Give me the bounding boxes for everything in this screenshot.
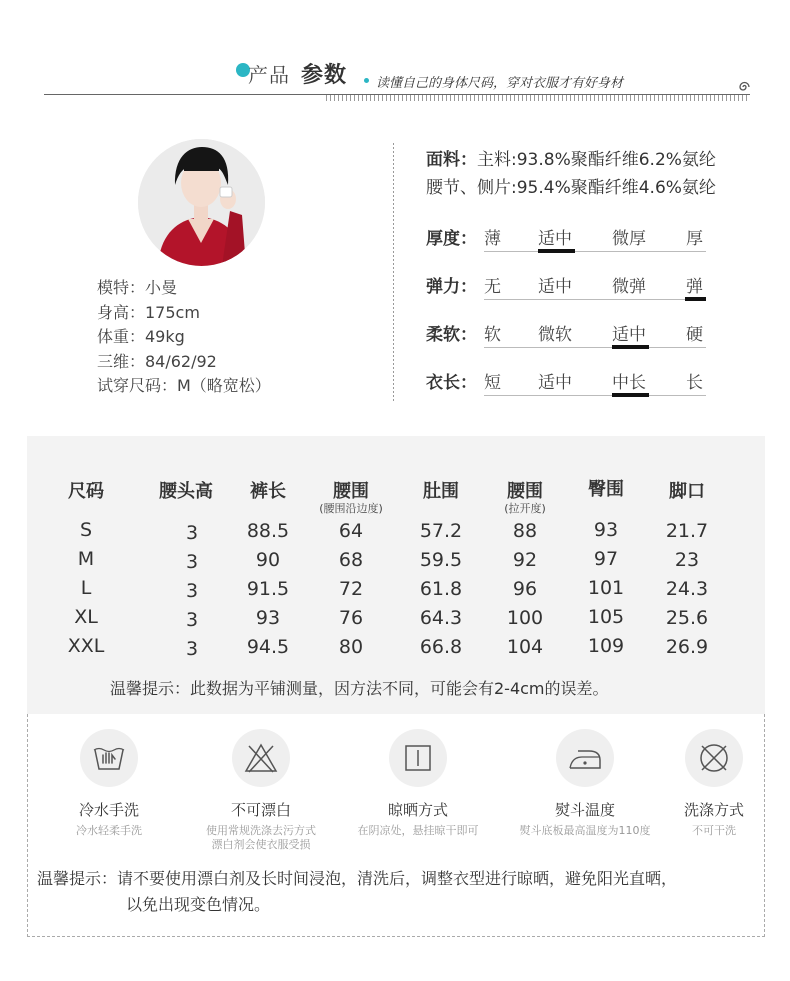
table-cell: 24.3: [665, 578, 709, 600]
fabric-label: 面料：: [426, 150, 477, 170]
table-cell: 64: [338, 520, 364, 542]
table-cell: 94.5: [246, 636, 290, 658]
attr-underline: [484, 251, 706, 252]
table-cell: 57.2: [419, 520, 463, 542]
care-desc: 使用常规洗涤去污方式: [206, 824, 316, 837]
attr-label: 厚度：: [426, 229, 477, 249]
attr-option: 微软: [538, 325, 572, 345]
attr-underline: [484, 347, 706, 348]
attr-option: 长: [686, 373, 703, 393]
table-cell: 72: [338, 578, 364, 600]
table-cell: 25.6: [665, 607, 709, 629]
table-cell: 93: [255, 607, 281, 629]
table-cell: 92: [512, 549, 538, 571]
table-cell: 3: [185, 609, 199, 631]
attr-label: 柔软：: [426, 325, 477, 345]
attr-option: 适中: [612, 325, 646, 345]
fabric-info: [426, 146, 716, 202]
table-cell: 93: [593, 519, 619, 541]
swirl-icon: [737, 80, 751, 94]
care-tip-line-1: 温馨提示：请不要使用漂白剂及长时间浸泡，清洗后，调整衣型进行晾晒，避免阳光直晒，: [37, 869, 678, 888]
col-header-hem: 脚口: [669, 481, 705, 502]
table-cell: 96: [512, 578, 538, 600]
care-tip: [37, 866, 677, 918]
col-header-size: 尺码: [68, 481, 104, 502]
col-header-waistband-height: 腰头高: [159, 481, 213, 502]
col-note-waist-stretch: (拉开度): [504, 502, 546, 515]
care-desc: 漂白剂会使衣服受损: [211, 838, 311, 851]
section-header: [0, 0, 790, 110]
attr-option: 微弹: [612, 277, 646, 297]
care-tip-line-2: 以免出现变色情况。: [126, 895, 271, 914]
table-cell: 105: [587, 606, 625, 628]
table-cell: 3: [185, 638, 199, 660]
attr-selected-bar: [612, 345, 649, 349]
model-name: 模特：小曼: [97, 278, 178, 297]
col-header-belly: 肚围: [423, 481, 459, 502]
header-title-bold: 参数: [301, 63, 348, 88]
attr-selected-bar: [612, 393, 649, 397]
table-cell: 3: [185, 522, 199, 544]
table-cell: 61.8: [419, 578, 463, 600]
table-cell: XXL: [67, 635, 105, 657]
care-title: 晾晒方式: [387, 801, 448, 819]
col-header-waist-stretch: 腰围: [507, 481, 543, 502]
attr-label: 衣长：: [426, 373, 477, 393]
attr-label: 弹力：: [426, 277, 477, 297]
vertical-divider: [393, 143, 394, 401]
col-header-hip: 臀围: [588, 479, 624, 500]
attr-selected-bar: [685, 297, 706, 301]
attr-underline: [484, 395, 706, 396]
col-header-length: 裤长: [250, 481, 286, 502]
attr-thickness: [426, 224, 726, 254]
attr-option: 中长: [612, 373, 646, 393]
iron-icon: [556, 729, 614, 787]
hand-wash-icon: [80, 729, 138, 787]
attr-option: 微厚: [612, 229, 646, 249]
table-cell: 100: [506, 607, 544, 629]
table-cell: 68: [338, 549, 364, 571]
attr-option: 弹: [686, 277, 703, 297]
attr-option: 短: [484, 373, 501, 393]
table-cell: 3: [185, 580, 199, 602]
header-hatch-decoration: [326, 95, 750, 101]
table-cell: 66.8: [419, 636, 463, 658]
attr-option: 适中: [538, 277, 572, 297]
care-item-hang-dry: [338, 729, 498, 838]
care-desc: 冷水轻柔手洗: [76, 824, 142, 837]
attr-underline: [484, 299, 706, 300]
care-item-hand-wash: [29, 729, 189, 838]
attr-option: 厚: [686, 229, 703, 249]
table-cell: 80: [338, 636, 364, 658]
attr-option: 软: [484, 325, 501, 345]
table-cell: 59.5: [419, 549, 463, 571]
no-dry-clean-icon: [685, 729, 743, 787]
table-cell: 91.5: [246, 578, 290, 600]
attr-elasticity: [426, 272, 726, 302]
table-cell: S: [79, 519, 93, 541]
size-tip: 温馨提示：此数据为平铺测量，因方法不同，可能会有2-4cm的误差。: [110, 679, 609, 698]
model-height: 身高：175cm: [97, 302, 200, 322]
hang-dry-icon: [389, 729, 447, 787]
table-cell: 21.7: [665, 520, 709, 542]
table-cell: 97: [593, 548, 619, 570]
table-cell: 104: [506, 636, 544, 658]
fabric-line-2: 腰节、侧片:95.4%聚酯纤维4.6%氨纶: [426, 178, 716, 198]
table-cell: 88: [512, 520, 538, 542]
care-title: 洗涤方式: [683, 801, 744, 819]
attr-option: 硬: [686, 325, 703, 345]
care-title: 不可漂白: [230, 801, 291, 819]
attr-option: 薄: [484, 229, 501, 249]
header-title-light: 产品: [248, 63, 290, 87]
fabric-line-1: 主料:93.8%聚酯纤维6.2%氨纶: [477, 150, 716, 170]
care-item-no-bleach: [181, 729, 341, 852]
model-trial-size: 试穿尺码：M（略宽松）: [97, 376, 271, 395]
care-title: 熨斗温度: [554, 801, 615, 819]
table-cell: 26.9: [665, 636, 709, 658]
table-cell: L: [80, 577, 92, 599]
attr-option: 无: [484, 277, 501, 297]
header-subtitle: 读懂自己的身体尺码，穿对衣服才有好身材: [376, 76, 624, 91]
attr-option: 适中: [538, 229, 572, 249]
table-cell: M: [77, 548, 95, 570]
care-desc: 在阴凉处，悬挂晾干即可: [357, 824, 479, 837]
model-weight: 体重：49kg: [97, 327, 185, 346]
attr-option: 适中: [538, 373, 572, 393]
attr-selected-bar: [538, 249, 575, 253]
table-cell: 64.3: [419, 607, 463, 629]
table-cell: 109: [587, 635, 625, 657]
size-table-panel: [27, 436, 765, 714]
attr-softness: [426, 320, 726, 350]
care-item-dry-clean: [634, 729, 790, 838]
table-cell: 76: [338, 607, 364, 629]
model-info: [97, 276, 271, 399]
table-cell: 90: [255, 549, 281, 571]
care-desc: 不可干洗: [692, 824, 736, 837]
table-cell: 101: [587, 577, 625, 599]
table-cell: 23: [674, 549, 700, 571]
table-cell: 88.5: [246, 520, 290, 542]
col-note-waist-edge: (腰围沿边度): [319, 502, 383, 515]
no-bleach-icon: [232, 729, 290, 787]
care-desc: 熨斗底板最高温度为110度: [519, 824, 651, 837]
model-avatar: [138, 139, 265, 266]
care-title: 冷水手洗: [78, 801, 139, 819]
model-measurements: 三维：84/62/92: [97, 351, 217, 371]
table-cell: 3: [185, 551, 199, 573]
attr-length: [426, 368, 726, 398]
table-cell: XL: [74, 606, 98, 628]
bullet-icon: [364, 78, 369, 83]
model-photo-icon: [138, 139, 265, 266]
col-header-waist-edge: 腰围: [333, 481, 369, 502]
